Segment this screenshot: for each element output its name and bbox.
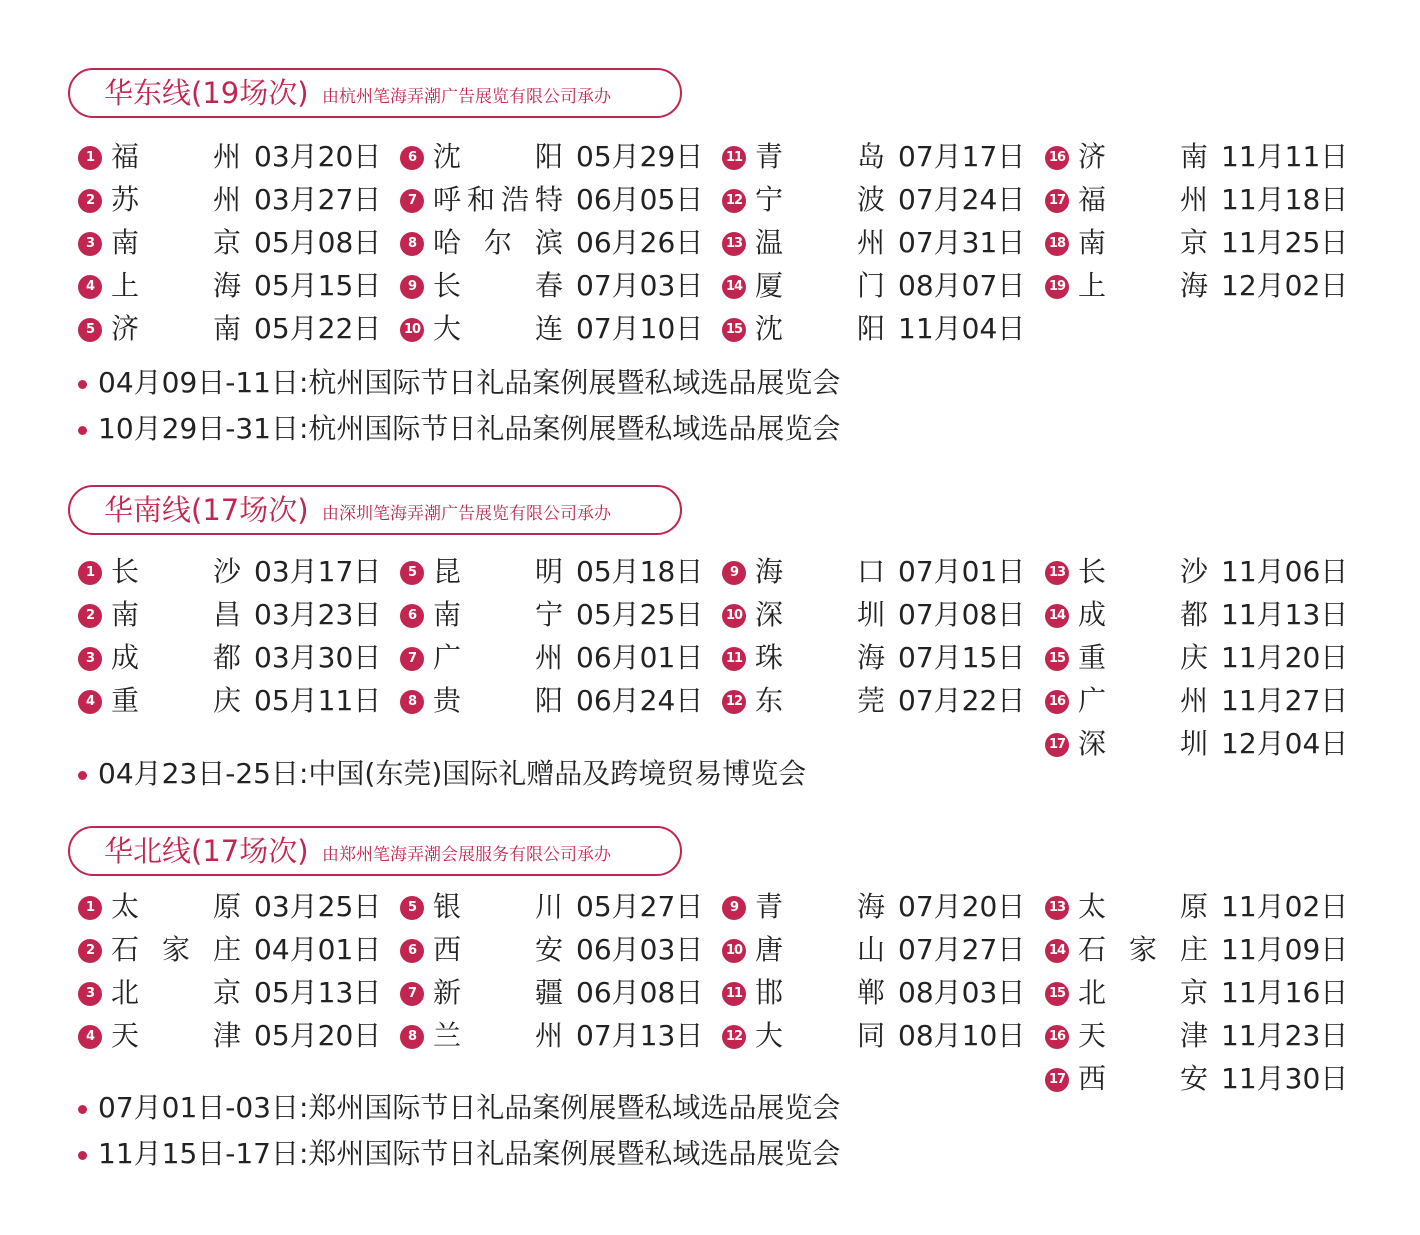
schedule-row xyxy=(78,972,382,1014)
event-date: 12月02日 xyxy=(1221,269,1349,302)
event-date: 05月11日 xyxy=(254,684,382,717)
schedule-row xyxy=(722,972,1026,1014)
session-number-badge: 7 xyxy=(400,647,424,671)
exhibition-note-text: 10月29日-31日:杭州国际节日礼品案例展暨私域选品展览会 xyxy=(98,412,841,445)
event-date: 06月01日 xyxy=(576,641,704,674)
city-name: 青岛 xyxy=(755,140,885,173)
city-name: 邯郸 xyxy=(755,976,885,1009)
schedule-row xyxy=(400,972,704,1014)
event-date: 11月13日 xyxy=(1221,598,1349,631)
city-name: 南宁 xyxy=(433,598,563,631)
city-name: 昆明 xyxy=(433,555,563,588)
event-date: 07月27日 xyxy=(898,933,1026,966)
session-number-badge: 9 xyxy=(722,561,746,585)
session-number-badge: 9 xyxy=(722,896,746,920)
schedule-row xyxy=(722,929,1026,971)
session-number-badge: 13 xyxy=(1045,896,1069,920)
city-name: 南昌 xyxy=(111,598,241,631)
section-title: 华东线(19场次) xyxy=(104,76,309,110)
event-date: 11月11日 xyxy=(1221,140,1349,173)
city-name: 西安 xyxy=(1078,1062,1208,1095)
schedule-row xyxy=(400,1015,704,1057)
event-date: 03月20日 xyxy=(254,140,382,173)
exhibition-note-text: 04月23日-25日:中国(东莞)国际礼赠品及跨境贸易博览会 xyxy=(98,757,807,790)
schedule-row xyxy=(78,179,382,221)
schedule-row xyxy=(400,265,704,307)
schedule-row xyxy=(1045,886,1349,928)
session-number-badge: 19 xyxy=(1045,275,1069,299)
session-number-badge: 1 xyxy=(78,561,102,585)
session-number-badge: 15 xyxy=(1045,647,1069,671)
event-date: 03月30日 xyxy=(254,641,382,674)
schedule-row xyxy=(78,594,382,636)
event-date: 06月03日 xyxy=(576,933,704,966)
city-name: 西安 xyxy=(433,933,563,966)
city-name: 太原 xyxy=(1078,890,1208,923)
session-number-badge: 6 xyxy=(400,604,424,628)
section-organizer: 由郑州笔海弄潮会展服务有限公司承办 xyxy=(322,845,611,865)
event-date: 11月02日 xyxy=(1221,890,1349,923)
schedule-row xyxy=(78,551,382,593)
session-number-badge: 15 xyxy=(722,318,746,342)
city-name: 南京 xyxy=(1078,226,1208,259)
schedule-row xyxy=(1045,972,1349,1014)
event-date: 07月24日 xyxy=(898,183,1026,216)
session-number-badge: 4 xyxy=(78,690,102,714)
event-date: 11月09日 xyxy=(1221,933,1349,966)
exhibition-note-text: 11月15日-17日:郑州国际节日礼品案例展暨私域选品展览会 xyxy=(98,1137,841,1170)
schedule-row xyxy=(78,680,382,722)
session-number-badge: 17 xyxy=(1045,1068,1069,1092)
session-number-badge: 13 xyxy=(1045,561,1069,585)
session-number-badge: 10 xyxy=(722,604,746,628)
event-date: 05月27日 xyxy=(576,890,704,923)
event-date: 03月27日 xyxy=(254,183,382,216)
event-date: 07月31日 xyxy=(898,226,1026,259)
schedule-row xyxy=(722,551,1026,593)
session-number-badge: 8 xyxy=(400,1025,424,1049)
session-number-badge: 4 xyxy=(78,1025,102,1049)
session-number-badge: 3 xyxy=(78,647,102,671)
session-number-badge: 10 xyxy=(400,318,424,342)
event-date: 07月13日 xyxy=(576,1019,704,1052)
bullet-dot-icon xyxy=(78,426,87,435)
section-title: 华南线(17场次) xyxy=(104,493,309,527)
section-title: 华北线(17场次) xyxy=(104,834,309,868)
city-name: 上海 xyxy=(111,269,241,302)
section-header-pill xyxy=(68,68,682,118)
event-date: 03月25日 xyxy=(254,890,382,923)
city-name: 广州 xyxy=(1078,684,1208,717)
session-number-badge: 12 xyxy=(722,189,746,213)
city-name: 苏州 xyxy=(111,183,241,216)
session-number-badge: 5 xyxy=(400,896,424,920)
schedule-row xyxy=(722,265,1026,307)
city-name: 太原 xyxy=(111,890,241,923)
schedule-row xyxy=(78,222,382,264)
city-name: 济南 xyxy=(111,312,241,345)
session-number-badge: 1 xyxy=(78,896,102,920)
schedule-row xyxy=(722,594,1026,636)
event-date: 03月17日 xyxy=(254,555,382,588)
schedule-row xyxy=(400,594,704,636)
event-date: 05月08日 xyxy=(254,226,382,259)
section-organizer: 由杭州笔海弄潮广告展览有限公司承办 xyxy=(322,87,611,107)
event-date: 07月10日 xyxy=(576,312,704,345)
city-name: 长沙 xyxy=(111,555,241,588)
city-name: 海口 xyxy=(755,555,885,588)
schedule-row xyxy=(1045,723,1349,765)
session-number-badge: 18 xyxy=(1045,232,1069,256)
session-number-badge: 6 xyxy=(400,146,424,170)
schedule-row xyxy=(722,136,1026,178)
session-number-badge: 6 xyxy=(400,939,424,963)
event-date: 07月17日 xyxy=(898,140,1026,173)
event-date: 08月07日 xyxy=(898,269,1026,302)
schedule-row xyxy=(1045,1058,1349,1100)
city-name: 宁波 xyxy=(755,183,885,216)
city-name: 大连 xyxy=(433,312,563,345)
event-date: 06月24日 xyxy=(576,684,704,717)
city-name: 天津 xyxy=(1078,1019,1208,1052)
event-date: 05月13日 xyxy=(254,976,382,1009)
city-name: 石家庄 xyxy=(111,933,241,966)
event-date: 07月03日 xyxy=(576,269,704,302)
section-header-pill xyxy=(68,485,682,535)
event-date: 06月26日 xyxy=(576,226,704,259)
session-number-badge: 8 xyxy=(400,232,424,256)
city-name: 长沙 xyxy=(1078,555,1208,588)
schedule-row xyxy=(400,637,704,679)
event-date: 11月16日 xyxy=(1221,976,1349,1009)
schedule-row xyxy=(1045,136,1349,178)
session-number-badge: 1 xyxy=(78,146,102,170)
schedule-row xyxy=(400,929,704,971)
session-number-badge: 14 xyxy=(1045,939,1069,963)
schedule-row xyxy=(1045,551,1349,593)
event-date: 08月03日 xyxy=(898,976,1026,1009)
session-number-badge: 16 xyxy=(1045,690,1069,714)
schedule-row xyxy=(78,265,382,307)
event-date: 11月23日 xyxy=(1221,1019,1349,1052)
bullet-dot-icon xyxy=(78,1151,87,1160)
city-name: 成都 xyxy=(1078,598,1208,631)
event-date: 11月27日 xyxy=(1221,684,1349,717)
schedule-row xyxy=(400,886,704,928)
schedule-row xyxy=(400,179,704,221)
schedule-row xyxy=(1045,222,1349,264)
session-number-badge: 16 xyxy=(1045,146,1069,170)
city-name: 上海 xyxy=(1078,269,1208,302)
session-number-badge: 11 xyxy=(722,982,746,1006)
session-number-badge: 7 xyxy=(400,189,424,213)
session-number-badge: 13 xyxy=(722,232,746,256)
session-number-badge: 11 xyxy=(722,647,746,671)
section-organizer: 由深圳笔海弄潮广告展览有限公司承办 xyxy=(322,504,611,524)
schedule-row xyxy=(722,886,1026,928)
schedule-row xyxy=(78,886,382,928)
city-name: 北京 xyxy=(1078,976,1208,1009)
event-date: 12月04日 xyxy=(1221,727,1349,760)
exhibition-note-text: 07月01日-03日:郑州国际节日礼品案例展暨私域选品展览会 xyxy=(98,1091,841,1124)
session-number-badge: 3 xyxy=(78,232,102,256)
schedule-row xyxy=(400,222,704,264)
city-name: 天津 xyxy=(111,1019,241,1052)
schedule-row xyxy=(78,929,382,971)
event-date: 05月15日 xyxy=(254,269,382,302)
city-name: 深圳 xyxy=(1078,727,1208,760)
city-name: 厦门 xyxy=(755,269,885,302)
event-date: 11月20日 xyxy=(1221,641,1349,674)
schedule-row xyxy=(722,222,1026,264)
event-date: 11月30日 xyxy=(1221,1062,1349,1095)
session-number-badge: 9 xyxy=(400,275,424,299)
schedule-row xyxy=(1045,1015,1349,1057)
session-number-badge: 10 xyxy=(722,939,746,963)
session-number-badge: 8 xyxy=(400,690,424,714)
event-date: 03月23日 xyxy=(254,598,382,631)
event-date: 11月25日 xyxy=(1221,226,1349,259)
city-name: 大同 xyxy=(755,1019,885,1052)
city-name: 福州 xyxy=(111,140,241,173)
schedule-row xyxy=(1045,594,1349,636)
bullet-dot-icon xyxy=(78,380,87,389)
bullet-dot-icon xyxy=(78,1105,87,1114)
session-number-badge: 2 xyxy=(78,939,102,963)
schedule-row xyxy=(400,680,704,722)
city-name: 兰州 xyxy=(433,1019,563,1052)
schedule-row xyxy=(722,1015,1026,1057)
schedule-row xyxy=(722,179,1026,221)
schedule-row xyxy=(78,637,382,679)
event-date: 06月05日 xyxy=(576,183,704,216)
bullet-dot-icon xyxy=(78,771,87,780)
session-number-badge: 5 xyxy=(400,561,424,585)
city-name: 沈阳 xyxy=(755,312,885,345)
schedule-row xyxy=(400,551,704,593)
schedule-row xyxy=(400,308,704,350)
city-name: 呼和浩特 xyxy=(433,183,563,216)
city-name: 石家庄 xyxy=(1078,933,1208,966)
city-name: 重庆 xyxy=(111,684,241,717)
exhibition-note-text: 04月09日-11日:杭州国际节日礼品案例展暨私域选品展览会 xyxy=(98,366,841,399)
city-name: 哈尔滨 xyxy=(433,226,563,259)
schedule-row xyxy=(1045,637,1349,679)
event-date: 07月01日 xyxy=(898,555,1026,588)
schedule-row xyxy=(722,308,1026,350)
session-number-badge: 12 xyxy=(722,690,746,714)
session-number-badge: 16 xyxy=(1045,1025,1069,1049)
event-date: 11月04日 xyxy=(898,312,1026,345)
session-number-badge: 7 xyxy=(400,982,424,1006)
event-date: 04月01日 xyxy=(254,933,382,966)
schedule-row xyxy=(1045,929,1349,971)
schedule-row xyxy=(722,680,1026,722)
event-date: 06月08日 xyxy=(576,976,704,1009)
city-name: 深圳 xyxy=(755,598,885,631)
schedule-row xyxy=(78,136,382,178)
city-name: 南京 xyxy=(111,226,241,259)
city-name: 北京 xyxy=(111,976,241,1009)
session-number-badge: 5 xyxy=(78,318,102,342)
schedule-row xyxy=(1045,265,1349,307)
city-name: 银川 xyxy=(433,890,563,923)
city-name: 青海 xyxy=(755,890,885,923)
session-number-badge: 12 xyxy=(722,1025,746,1049)
city-name: 珠海 xyxy=(755,641,885,674)
schedule-row xyxy=(400,136,704,178)
event-date: 07月08日 xyxy=(898,598,1026,631)
city-name: 唐山 xyxy=(755,933,885,966)
city-name: 福州 xyxy=(1078,183,1208,216)
city-name: 东莞 xyxy=(755,684,885,717)
schedule-row xyxy=(1045,179,1349,221)
session-number-badge: 2 xyxy=(78,604,102,628)
session-number-badge: 2 xyxy=(78,189,102,213)
section-header-pill xyxy=(68,826,682,876)
session-number-badge: 3 xyxy=(78,982,102,1006)
city-name: 沈阳 xyxy=(433,140,563,173)
city-name: 济南 xyxy=(1078,140,1208,173)
event-date: 05月29日 xyxy=(576,140,704,173)
session-number-badge: 15 xyxy=(1045,982,1069,1006)
city-name: 贵阳 xyxy=(433,684,563,717)
city-name: 重庆 xyxy=(1078,641,1208,674)
event-date: 11月06日 xyxy=(1221,555,1349,588)
schedule-row xyxy=(78,308,382,350)
event-date: 11月18日 xyxy=(1221,183,1349,216)
schedule-row xyxy=(1045,680,1349,722)
schedule-row xyxy=(78,1015,382,1057)
event-date: 07月15日 xyxy=(898,641,1026,674)
event-date: 07月20日 xyxy=(898,890,1026,923)
session-number-badge: 11 xyxy=(722,146,746,170)
city-name: 温州 xyxy=(755,226,885,259)
session-number-badge: 17 xyxy=(1045,189,1069,213)
event-date: 05月18日 xyxy=(576,555,704,588)
event-date: 07月22日 xyxy=(898,684,1026,717)
session-number-badge: 17 xyxy=(1045,733,1069,757)
city-name: 成都 xyxy=(111,641,241,674)
session-number-badge: 14 xyxy=(722,275,746,299)
city-name: 长春 xyxy=(433,269,563,302)
event-date: 08月10日 xyxy=(898,1019,1026,1052)
session-number-badge: 14 xyxy=(1045,604,1069,628)
event-date: 05月22日 xyxy=(254,312,382,345)
city-name: 新疆 xyxy=(433,976,563,1009)
city-name: 广州 xyxy=(433,641,563,674)
session-number-badge: 4 xyxy=(78,275,102,299)
event-date: 05月20日 xyxy=(254,1019,382,1052)
schedule-row xyxy=(722,637,1026,679)
event-date: 05月25日 xyxy=(576,598,704,631)
